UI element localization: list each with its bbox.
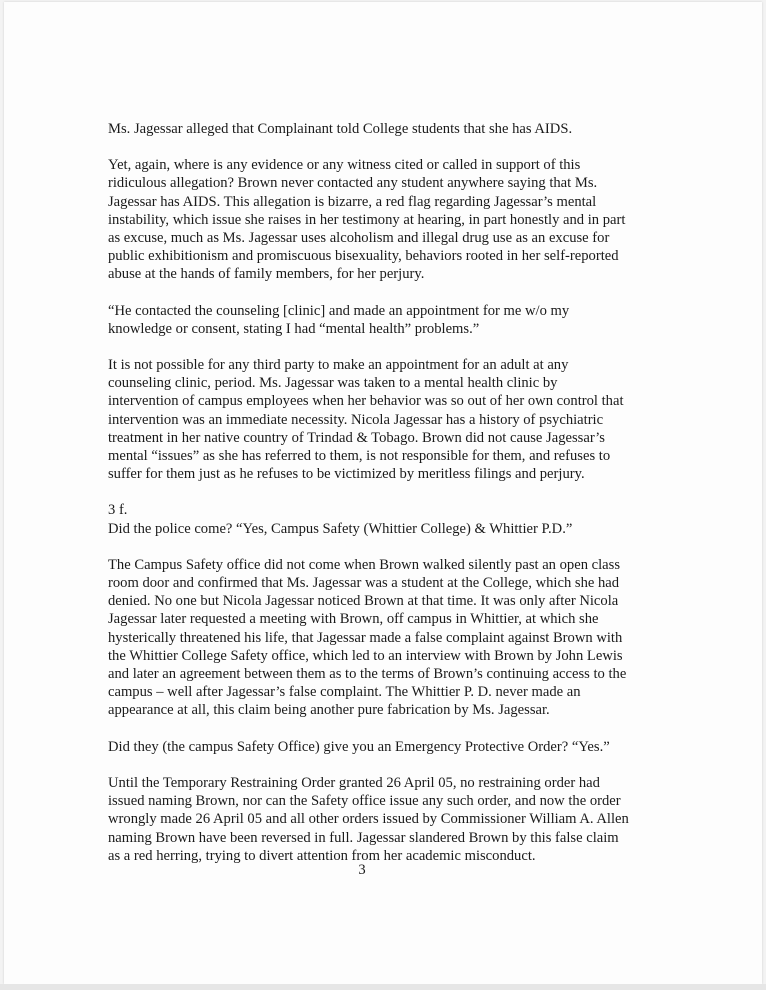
paragraph-restraining-order-rebuttal: Until the Temporary Restraining Order granted 26 April 05, no restraining order had issued naming Brown, nor can the Safety office issue any such order, and now the order wrongly made 26 April 05 and all other orders issued by Commissioner William A. Allen naming Brown have been reversed in full. Jagessar slandered Brown by this false claim as a red herring, trying to divert attention from her academic misconduct. [108, 774, 629, 864]
paragraph-aids-allegation: Ms. Jagessar alleged that Complainant told College students that she has AIDS. [108, 121, 573, 137]
paragraph-aids-rebuttal: Yet, again, where is any evidence or any witness cited or called in support of this ridiculous allegation? Brown never contacted any student anywhere saying that Ms. Jagessar has AIDS. This allegation is bizarre, a red flag regarding Jagessar’s mental instability, which issue she raises in her testimony at hearing, in part honestly and in part as excuse, much as Ms. Jagessar uses alcoholism and illegal drug use as an excuse for public exhibitionism and promiscuous bisexuality, behaviors rooted in her self-reported abuse at the hands of family members, for her perjury. [108, 157, 626, 283]
paragraph-campus-safety-rebuttal: The Campus Safety office did not come when Brown walked silently past an open class room door and confirmed that Ms. Jagessar was a student at the College, which she had denied. No one but Nicola Jagessar noticed Brown at that time. It was only after Nicola Jagessar later requested a meeting with Brown, off campus in Whittier, at which she hysterically threatened his life, that Jagessar made a false complaint against Brown with the Whittier College Safety office, which led to an interview with Brown by John Lewis and later an agreement between them as to the terms of Brown’s continuing access to the campus – well after Jagessar’s false complaint. The Whittier P. D. never made an appearance at all, this claim being another pure fabrication by Ms. Jagessar. [108, 556, 627, 719]
document-body [108, 120, 668, 883]
paragraph-counseling-quote: “He contacted the counseling [clinic] and made an appointment for me w/o my knowledge or consent, stating I had “mental health” problems.” [108, 302, 570, 337]
document-page [4, 2, 762, 984]
paragraph-protective-order-question: Did they (the campus Safety Office) give you an Emergency Protective Order? “Yes.” [108, 738, 610, 755]
paragraph-police-question: Did the police come? “Yes, Campus Safety (Whittier College) & Whittier P.D.” [108, 520, 573, 537]
section-label-3f: 3 f. [108, 502, 128, 519]
page-number: 3 [358, 862, 366, 878]
paragraph-counseling-rebuttal: It is not possible for any third party to make an appointment for an adult at any counseling clinic, period. Ms. Jagessar was taken to a mental health clinic by intervention of campus employees when her behavior was so out of her own control that intervention was an immediate necessity. Nicola Jagessar has a history of psychiatric treatment in her native country of Trindad & Tobago. Brown did not cause Jagessar’s mental “issues” as she has referred to them, is not responsible for them, and refuses to suffer for them just as he refuses to be victimized by meritless filings and perjury. [108, 357, 624, 483]
page-bottom-edge [0, 984, 766, 990]
